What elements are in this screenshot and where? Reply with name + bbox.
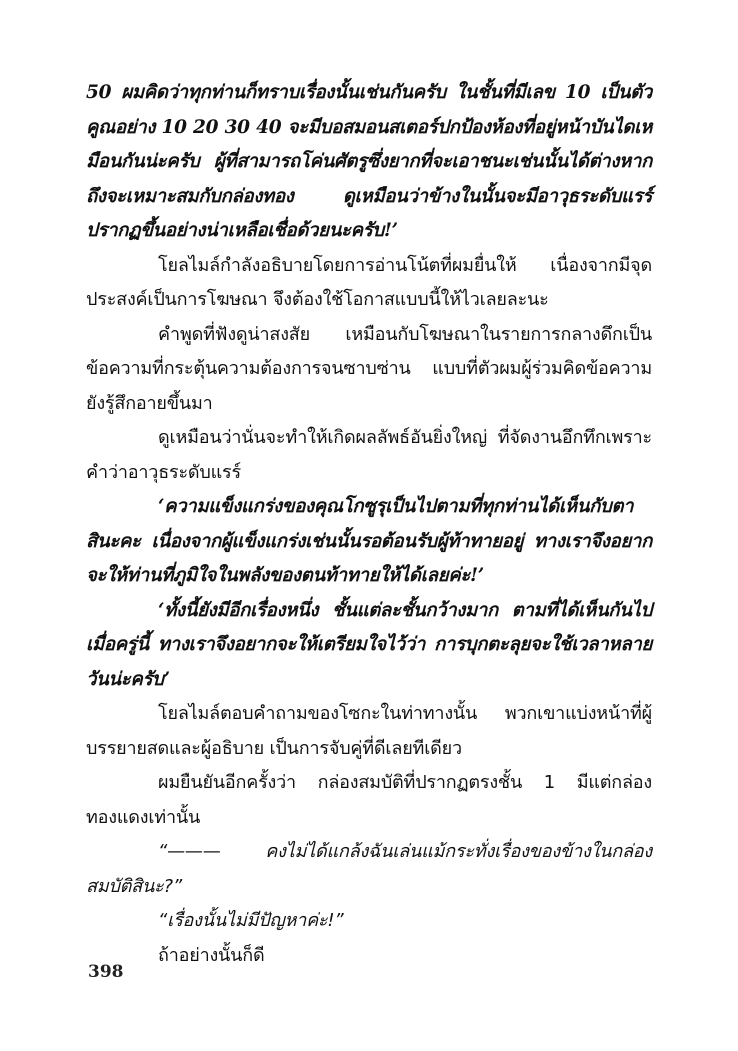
paragraph-11: ถ้าอย่างนั้นก็ดี <box>158 944 265 966</box>
paragraph-7: โยลไมล์ตอบคำถามของโซกะในท่าทางนั้น พวกเขาแบ่งหน้าที่ผู้บรรยายสดและผู้อธิบาย เป็นการจับคู่ที่ดีเลยทีเดียว <box>86 703 652 759</box>
page-body <box>86 76 652 973</box>
paragraph-10: “เรื่องนั้นไม่มีปัญหาค่ะ!” <box>158 910 344 931</box>
page-number: 398 <box>88 962 124 982</box>
paragraph-3: คำพูดที่ฟังดูน่าสงสัย เหมือนกับโฆษณาในรายการกลางดึกเป็นข้อความที่กระตุ้นความต้องการจนซาบซ่าน แบบที่ตัวผมผู้ร่วมคิดข้อความยังรู้สึกอายขึ้นมา <box>86 323 652 414</box>
paragraph-8: ผมยืนยันอีกครั้งว่า กล่องสมบัติที่ปรากฏตรงชั้น 1 มีแต่กล่องทองแดงเท่านั้น <box>86 772 652 828</box>
paragraph-9: “——— คงไม่ได้แกล้งฉันเล่นแม้กระทั่งเรื่องของข้างในกล่องสมบัติสินะ?” <box>86 841 652 897</box>
paragraph-2: โยลไมล์กำลังอธิบายโดยการอ่านโน้ตที่ผมยื่นให้ เนื่องจากมีจุดประสงค์เป็นการโฆษณา จึงต้องใช้โอกาสแบบนี้ให้ไวเลยละนะ <box>86 254 652 310</box>
paragraph-6: ‘ทั้งนี้ยังมีอีกเรื่องหนึ่ง ชั้นแต่ละชั้นกว้างมาก ตามที่ได้เห็นกันไปเมื่อครู่นี้ ทางเราจึงอยากจะให้เตรียมใจไว้ว่า การบุกตะลุยจะใช้เวลาหลายวันน่ะครับ’ <box>86 599 652 690</box>
paragraph-5: ‘ความแข็งแกร่งของคุณโกซูรุเป็นไปตามที่ทุกท่านได้เห็นกับตาสินะคะ เนื่องจากผู้แข็งแกร่งเช่นนั้นรอต้อนรับผู้ท้าทายอยู่ ทางเราจึงอยากจะให้ท่านที่ภูมิใจในพลังของตนท้าทายให้ได้เลยค่ะ!’ <box>86 496 652 586</box>
paragraph-1: 50 ผมคิดว่าทุกท่านก็ทราบเรื่องนั้นเช่นกันครับ ในชั้นที่มีเลข 10 เป็นตัวคูณอย่าง 10 20 30 40 จะมีบอสมอนสเตอร์ปกป้องห้องที่อยู่หน้าบันไดเหมือนกันน่ะครับ ผู้ที่สามารถโค่นศัตรูซึ่งยากที่จะเอาชนะเช่นนั้นได้ต่างหากถึงจะเหมาะสมกับกล่องทอง ดูเหมือนว่าข้างในนั้นจะมีอาวุธระดับแรร์ปรากฏขึ้นอย่างน่าเหลือเชื่อด้วยนะครับ!’ <box>86 82 652 241</box>
paragraph-4: ดูเหมือนว่านั่นจะทำให้เกิดผลลัพธ์อันยิ่งใหญ่ ที่จัดงานอึกทึกเพราะคำว่าอาวุธระดับแรร์ <box>86 427 652 483</box>
